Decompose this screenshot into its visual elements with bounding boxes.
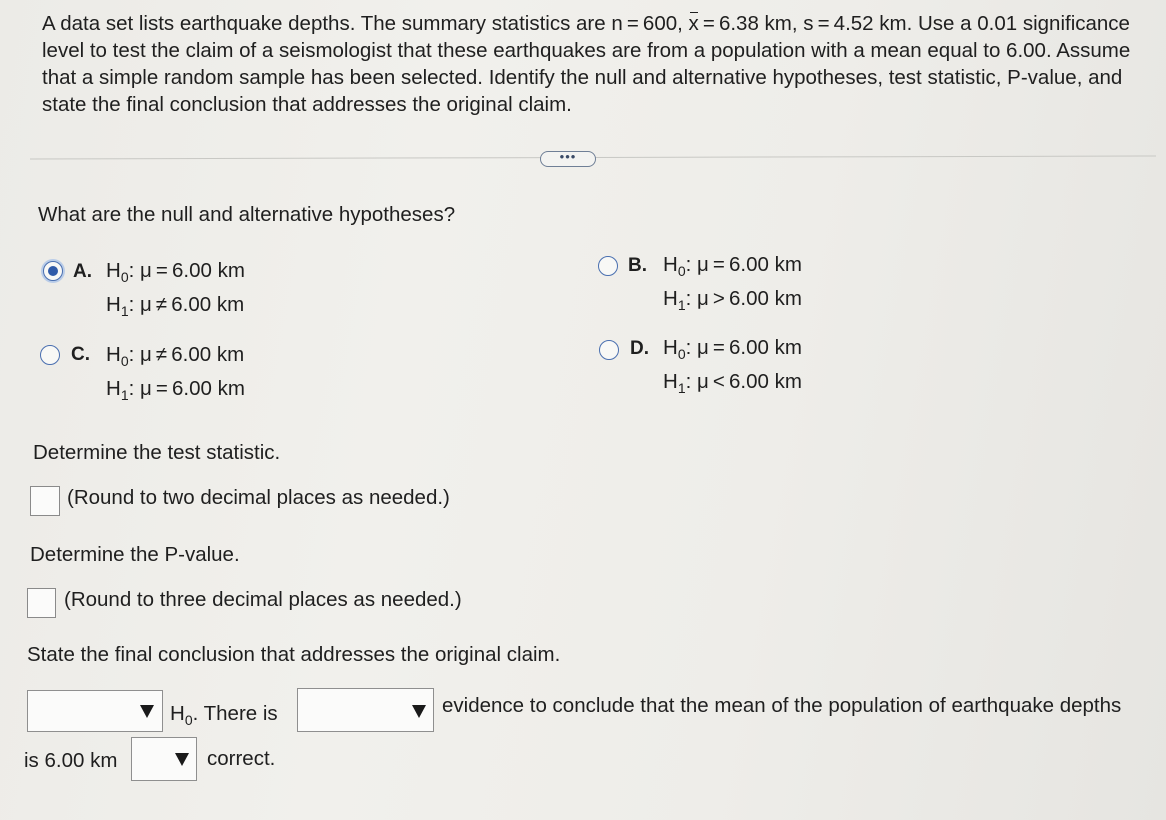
option-a-letter: A. xyxy=(73,261,92,282)
option-a-radio[interactable] xyxy=(43,261,63,281)
conclusion-h0-text: $H_0$. There is xyxy=(170,702,278,728)
more-button[interactable]: ••• xyxy=(540,151,596,167)
option-c-letter: C. xyxy=(71,344,90,365)
evidence-select[interactable] xyxy=(297,688,434,732)
option-d-h1: $H_1$: μ < 6.00 km xyxy=(663,370,802,396)
claim-status-select[interactable] xyxy=(131,737,197,781)
x-bar-symbol: x xyxy=(688,12,699,35)
problem-line-2: level to test the claim of a seismologist that these earthquakes are from a population with a mean equal to 6.00. Assume xyxy=(42,39,1131,62)
option-b-h0: $H_0$: μ = 6.00 km xyxy=(663,253,802,279)
p-value-question: Determine the P-value. xyxy=(30,543,240,566)
conclusion-question: State the final conclusion that addresses the original claim. xyxy=(27,643,561,666)
option-d-radio[interactable] xyxy=(599,340,619,360)
option-b-h1: $H_1$: μ > 6.00 km xyxy=(663,287,802,313)
test-statistic-input[interactable] xyxy=(30,486,60,516)
test-statistic-question: Determine the test statistic. xyxy=(33,441,281,464)
hypotheses-question: What are the null and alternative hypotheses? xyxy=(38,203,456,226)
problem-line-1: A data set lists earthquake depths. The summary statistics are n = 600, x = 6.38 km, s = 4.52 km. Use a 0.01 significance xyxy=(42,12,1130,35)
problem-line-4: state the final conclusion that addresses the original claim. xyxy=(42,93,572,116)
option-d-h0: $H_0$: μ = 6.00 km xyxy=(663,336,802,362)
test-statistic-hint: (Round to two decimal places as needed.) xyxy=(67,486,450,509)
option-c-h0: $H_0$: μ ≠ 6.00 km xyxy=(106,343,245,369)
conclusion-line2-end: correct. xyxy=(207,747,276,770)
evidence-dropdown-icon xyxy=(412,705,426,718)
reject-decision-select[interactable] xyxy=(27,690,163,732)
option-c-radio[interactable] xyxy=(40,345,60,365)
problem-line-3: that a simple random sample has been selected. Identify the null and alternative hypotheses, test statistic, P-value, and xyxy=(42,66,1123,89)
option-a-h0: $H_0$: μ = 6.00 km xyxy=(106,259,245,285)
problem-statement xyxy=(42,10,1152,118)
conclusion-evidence-text: evidence to conclude that the mean of the population of earthquake depths xyxy=(442,694,1122,717)
option-c-h1: $H_1$: μ = 6.00 km xyxy=(106,377,245,403)
p-value-hint: (Round to three decimal places as needed.) xyxy=(64,588,462,611)
p-value-input[interactable] xyxy=(27,588,56,618)
option-b-letter: B. xyxy=(628,255,647,276)
option-b-radio[interactable] xyxy=(598,256,618,276)
claim-status-dropdown-icon xyxy=(175,753,189,766)
conclusion-line2-start: is 6.00 km xyxy=(24,749,118,772)
option-a-h1: $H_1$: μ ≠ 6.00 km xyxy=(106,293,245,319)
option-d-letter: D. xyxy=(630,338,649,359)
reject-decision-dropdown-icon xyxy=(140,705,154,718)
